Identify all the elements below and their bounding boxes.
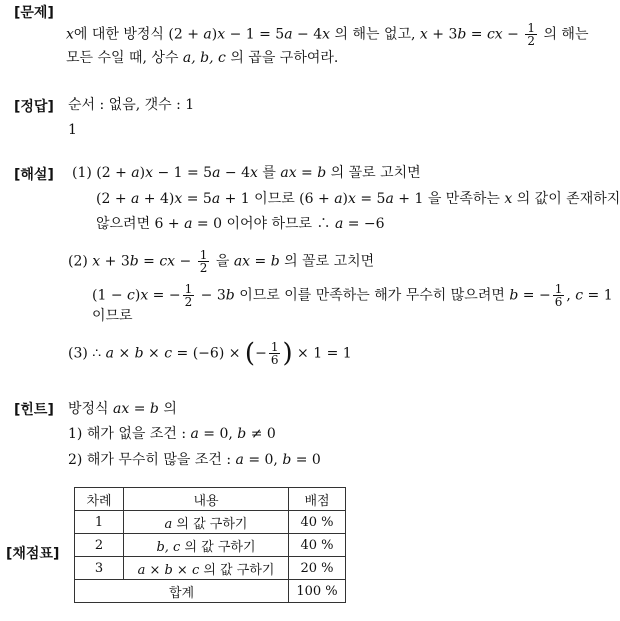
row-score: 20 %	[289, 557, 346, 580]
answer-line-1: 순서 : 없음, 갯수 : 1	[68, 97, 195, 113]
total-label: 합계	[75, 580, 289, 603]
fraction-half: $\frac{1}{2}$	[527, 21, 535, 48]
problem-line-2: 모든 수일 때, 상수 a, b, c 의 곱을 구하여라.	[66, 50, 339, 66]
solution-step-1-line-2: (2 + a + 4)x = 5a + 1 이므로 (6 + a)x = 5a + 1 을 만족하는 x 의 값이 존재하지	[96, 191, 620, 207]
rubric-header-row	[75, 488, 346, 511]
rubric-total-row	[75, 580, 346, 603]
problem-label: [문제]	[14, 5, 54, 21]
solution-step-1-line-3: 않으려면 6 + a = 0 이어야 하므로 ∴ a = −6	[96, 216, 385, 232]
solution-step-1: (1) (2 + a)x − 1 = 5a − 4x 를 ax = b 의 꼴로 고치면	[72, 165, 421, 181]
hint-line-1: 방정식 ax = b 의	[68, 401, 177, 417]
header-cell: 배점	[289, 488, 346, 511]
hint-label: [힌트]	[14, 402, 54, 418]
fraction-sixth: $\frac{1}{6}$	[554, 282, 563, 309]
solution-step-2: (2) x + 3b = cx − $\frac{1}{2}$ 을 ax = b 의 꼴로 고치면	[68, 248, 375, 275]
fraction-half: $\frac{1}{2}$	[199, 248, 208, 275]
row-score: 40 %	[289, 511, 346, 534]
row-number: 3	[75, 557, 124, 580]
row-content: a 의 값 구하기	[124, 511, 289, 534]
row-content: b, c 의 값 구하기	[124, 534, 289, 557]
hint-line-3: 2) 해가 무수히 많을 조건 : a = 0, b = 0	[68, 452, 321, 468]
problem-line-1: x에 대한 방정식 (2 + a)x − 1 = 5a − 4x 의 해는 없고, x + 3b = cx − $\frac{1}{2}$ 의 해는	[66, 21, 589, 48]
rubric-row	[75, 511, 346, 534]
header-cell: 내용	[124, 488, 289, 511]
total-score: 100 %	[289, 580, 346, 603]
hint-line-2: 1) 해가 없을 조건 : a = 0, b ≠ 0	[68, 426, 276, 442]
row-number: 2	[75, 534, 124, 557]
row-score: 40 %	[289, 534, 346, 557]
row-number: 1	[75, 511, 124, 534]
fraction-sixth: $\frac{1}{6}$	[270, 340, 279, 367]
rubric-row	[75, 557, 346, 580]
solution-step-3: (3) ∴ a × b × c = (−6) × (− $\frac{1}{6}$ ) × 1 = 1	[68, 338, 352, 369]
header-cell: 차례	[75, 488, 124, 511]
solution-step-2-line-3: 이므로	[92, 308, 133, 324]
solution-step-2-line-2: (1 − c)x = − $\frac{1}{2}$ − 3b 이므로 이를 만족하는 해가 무수히 많으려면 b = − $\frac{1}{6}$ , c = 1	[92, 282, 613, 309]
row-content: a × b × c 의 값 구하기	[124, 557, 289, 580]
solution-label: [해설]	[14, 167, 54, 183]
answer-label: [정답]	[14, 99, 54, 115]
rubric-table	[74, 487, 346, 603]
answer-line-2: 1	[68, 122, 77, 138]
fraction-half: $\frac{1}{2}$	[184, 282, 193, 309]
rubric-label: [채점표]	[6, 546, 60, 562]
rubric-row	[75, 534, 346, 557]
